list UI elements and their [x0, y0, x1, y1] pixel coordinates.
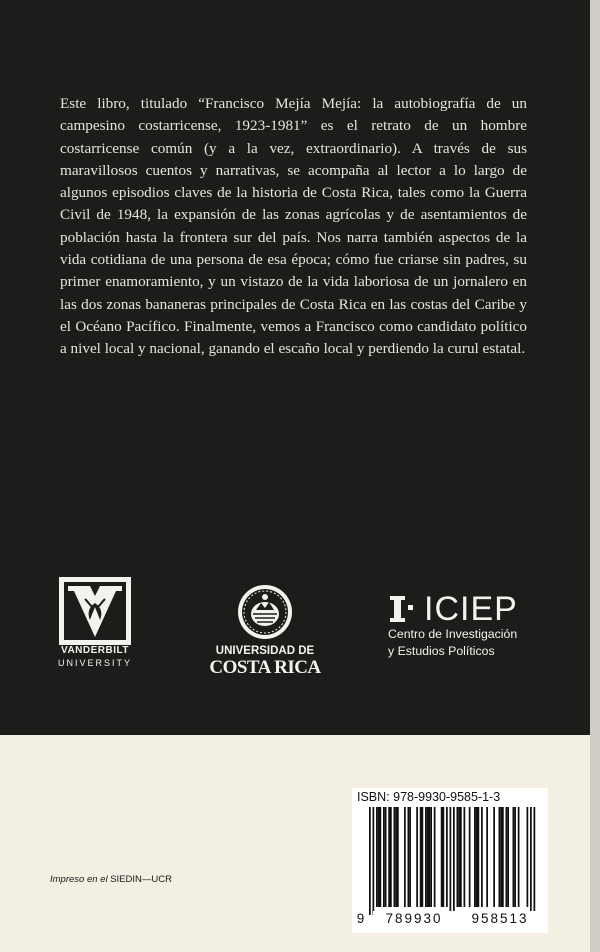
barcode-bar [486, 807, 488, 907]
vanderbilt-name: VANDERBILT [61, 645, 129, 656]
barcode-bar [518, 807, 520, 907]
barcode-bar [376, 807, 378, 907]
barcode-bar [527, 807, 529, 907]
barcode-bar [388, 807, 390, 907]
barcode-bar [481, 807, 483, 907]
barcode-bar [422, 807, 424, 907]
imprint-prefix: Impreso en el [50, 874, 108, 885]
barcode-bar [457, 807, 459, 907]
ucr-logo [205, 583, 325, 678]
vanderbilt-logo [55, 577, 135, 669]
barcode-bar [514, 807, 516, 907]
barcode-bar [460, 807, 462, 907]
ucr-line1: UNIVERSIDAD DE [215, 645, 315, 657]
barcode-bar [469, 807, 471, 907]
barcode-bar [446, 807, 448, 907]
barcode-icon [355, 807, 545, 915]
barcode-bar [425, 807, 427, 907]
ciep-line1: Centro de Investigación [388, 627, 518, 641]
barcode-bar [429, 807, 431, 907]
barcode-bar [506, 807, 508, 907]
ciep-name: ICIEP [424, 590, 518, 628]
barcode-bar [373, 807, 375, 915]
ciep-logo [388, 592, 558, 660]
barcode-bar [474, 807, 476, 907]
barcode-bar [404, 807, 406, 907]
barcode-bar [464, 807, 466, 907]
imprint-line [50, 874, 172, 885]
barcode-bar [502, 807, 504, 907]
barcode-bar [507, 807, 509, 907]
barcode-bar [443, 807, 445, 907]
barcode-bar [478, 807, 480, 907]
barcode-bar [383, 807, 385, 907]
ciep-column-icon [388, 593, 422, 625]
barcode-bar [441, 807, 443, 907]
barcode-bar [430, 807, 432, 907]
barcode-bar [369, 807, 371, 915]
barcode-bar [513, 807, 515, 907]
barcode-group1: 789930 [373, 911, 455, 926]
barcode-bar [499, 807, 501, 907]
barcode-bar [409, 807, 411, 907]
barcode-bar [493, 807, 495, 907]
barcode-bar [380, 807, 382, 907]
barcode-bar [450, 807, 452, 915]
barcode-digits [352, 911, 548, 926]
isbn-number: 978-9930-9585-1-3 [393, 790, 501, 804]
blurb-text: Este libro, titulado “Francisco Mejía Mejía: la autobiografía de un campesino costarricense, 1923-1981” es el retrato de un hombre costarricense común (y a la vez, extraordinario). A través de sus maravillosos cuentos y narrativas, se acompaña al lector a lo largo de algunos episodios claves de la historia de Costa Rica, tales como la Guerra Civil de 1948, la expansión de las zonas agrícolas y de asentamientos de población hasta la frontera sur del país. Nos narra también aspectos de la vida cotidiana de una persona de esa época; cómo fue criarse sin padres, su primer enamoramiento, y un vistazo de la vida laboriosa de un jornalero en las dos zonas bananeras principales de Costa Rica en las costas del Caribe y el Océano Pacífico. Finalmente, vemos a Francisco como candidato político a nivel local y nacional, ganando el escaño local y perdiendo la curul estatal. [60, 95, 527, 358]
barcode-bar [378, 807, 380, 907]
barcode-bar [500, 807, 502, 907]
barcode-bar [476, 807, 478, 907]
isbn-label: ISBN: [357, 790, 390, 804]
imprint-org: SIEDIN [110, 874, 142, 885]
barcode-bar [530, 807, 532, 915]
page-edge [590, 0, 600, 952]
ucr-seal-icon [236, 583, 294, 641]
ucr-line2: COSTA RICA [209, 657, 321, 678]
barcode-bar [434, 807, 436, 907]
ciep-line2: y Estudios Políticos [388, 644, 495, 658]
barcode-group2: 958513 [459, 911, 541, 926]
barcode-box [352, 788, 548, 933]
vanderbilt-university: UNIVERSITY [57, 658, 132, 668]
vanderbilt-shield-icon [59, 577, 131, 645]
barcode-bar [420, 807, 422, 907]
barcode-bar [534, 807, 536, 915]
barcode-bar [390, 807, 392, 907]
barcode-bar [458, 807, 460, 907]
barcode-bar [395, 807, 397, 907]
imprint-suffix: UCR [151, 874, 172, 885]
barcode-lead-digit: 9 [356, 911, 365, 926]
imprint-sep: — [141, 874, 152, 885]
barcode-bar [427, 807, 429, 907]
barcode-bar [416, 807, 418, 907]
barcode-bar [397, 807, 399, 907]
barcode-bar [408, 807, 410, 907]
barcode-bar [453, 807, 455, 915]
barcode-bar [385, 807, 387, 907]
isbn-line [357, 790, 500, 804]
barcode-bar [394, 807, 396, 907]
